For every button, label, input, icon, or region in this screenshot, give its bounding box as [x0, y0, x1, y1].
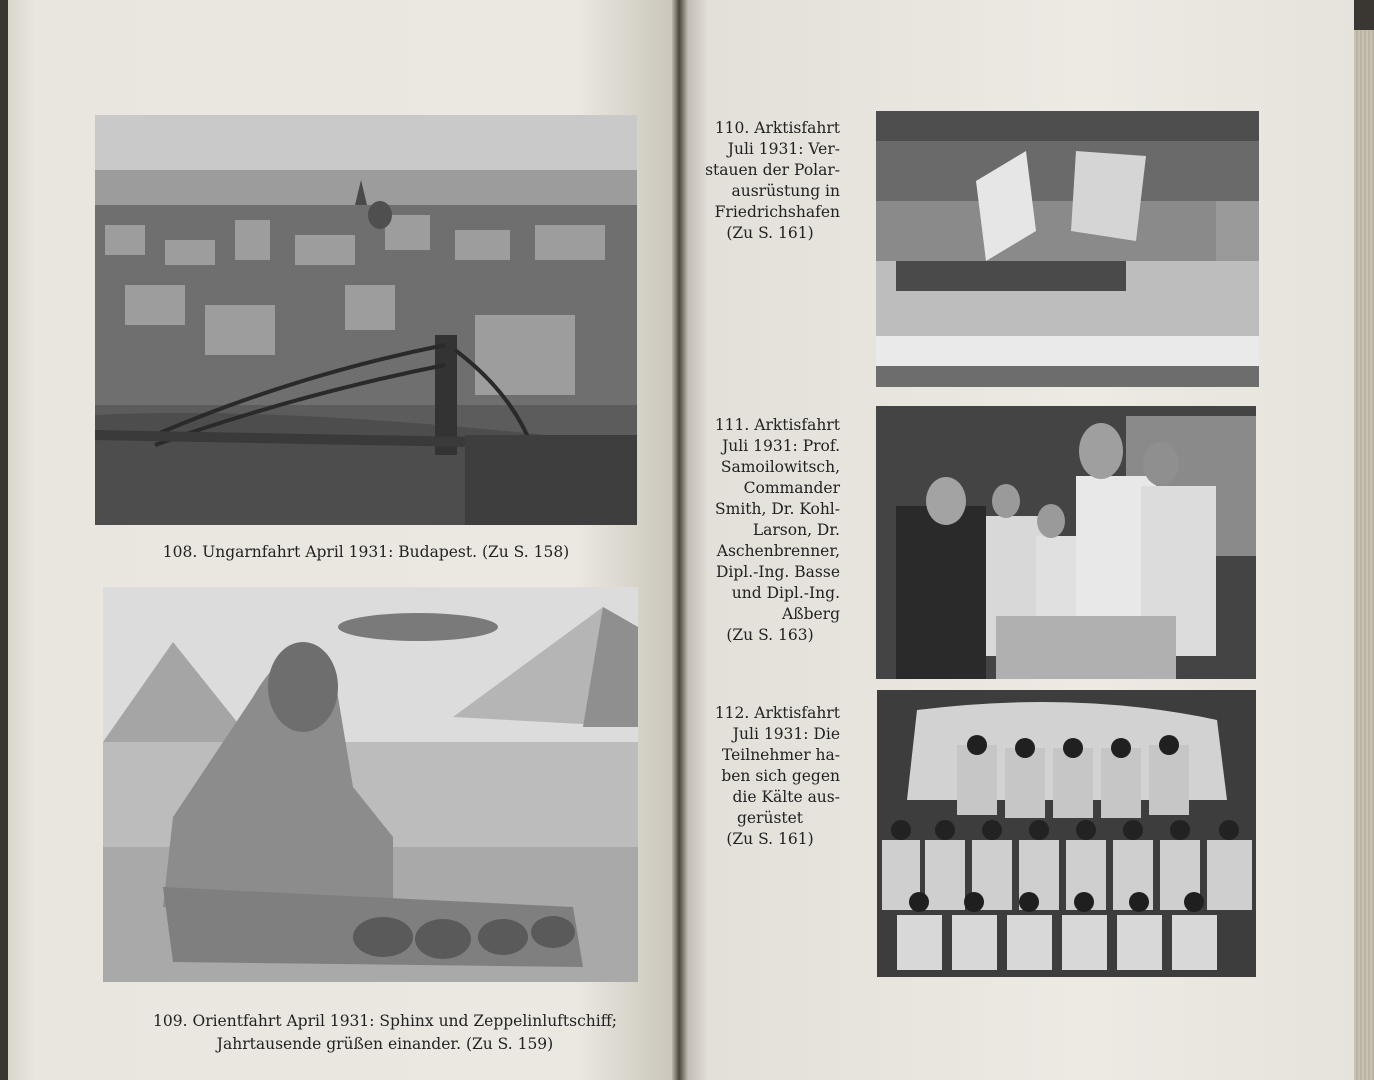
book-cover-edge — [1354, 30, 1374, 1080]
photo-expedition-team — [877, 690, 1256, 977]
caption-fig110 — [700, 118, 840, 244]
photo-budapest-aerial — [95, 115, 637, 525]
caption-fig110-line: Friedrichshafen — [714, 203, 840, 221]
caption-fig109-line2: Jahrtausende grüßen einander. (Zu S. 159) — [216, 1035, 554, 1053]
caption-fig112-line: ben sich gegen — [721, 767, 840, 785]
photo-sphinx-zeppelin — [103, 587, 638, 982]
photo-expedition-scientists — [876, 406, 1256, 679]
caption-fig108 — [95, 542, 637, 563]
caption-fig112-line: Teilnehmer ha- — [721, 746, 840, 764]
caption-fig112-line: die Kälte aus- — [732, 788, 840, 806]
photo-polar-equipment — [876, 111, 1259, 387]
caption-fig112-line: gerüstet — [736, 809, 804, 827]
caption-fig111-line: Commander — [743, 479, 840, 497]
caption-fig111-line: Smith, Dr. Kohl- — [715, 500, 840, 518]
caption-fig112-line: 112. Arktisfahrt — [714, 704, 840, 722]
caption-fig112-line: (Zu S. 161) — [726, 830, 814, 848]
caption-fig111-line: (Zu S. 163) — [726, 626, 814, 644]
caption-fig112 — [700, 703, 840, 850]
caption-fig108-text: 108. Ungarnfahrt April 1931: Budapest. (Zu S. 158) — [162, 543, 570, 561]
caption-fig111 — [700, 415, 840, 646]
caption-fig110-line: Juli 1931: Ver- — [727, 140, 840, 158]
caption-fig109-line1: 109. Orientfahrt April 1931: Sphinx und Zeppelinluftschiff; — [153, 1012, 617, 1030]
caption-fig111-line: Juli 1931: Prof. — [722, 437, 840, 455]
caption-fig111-line: und Dipl.-Ing. — [731, 584, 840, 602]
caption-fig110-line: stauen der Polar- — [705, 161, 840, 179]
caption-fig112-line: Juli 1931: Die — [732, 725, 840, 743]
caption-fig110-line: ausrüstung in — [731, 182, 840, 200]
caption-fig110-line: (Zu S. 161) — [726, 224, 814, 242]
caption-fig111-line: Dipl.-Ing. Basse — [715, 563, 840, 581]
caption-fig111-line: Samoilowitsch, — [720, 458, 840, 476]
caption-fig109 — [95, 1010, 675, 1056]
caption-fig111-line: Aschenbrenner, — [716, 542, 840, 560]
caption-fig110-line: 110. Arktisfahrt — [714, 119, 840, 137]
book-gutter — [672, 0, 688, 1080]
caption-fig111-line: Larson, Dr. — [752, 521, 840, 539]
caption-fig111-line: 111. Arktisfahrt — [714, 416, 840, 434]
caption-fig111-line: Aßberg — [782, 605, 840, 623]
